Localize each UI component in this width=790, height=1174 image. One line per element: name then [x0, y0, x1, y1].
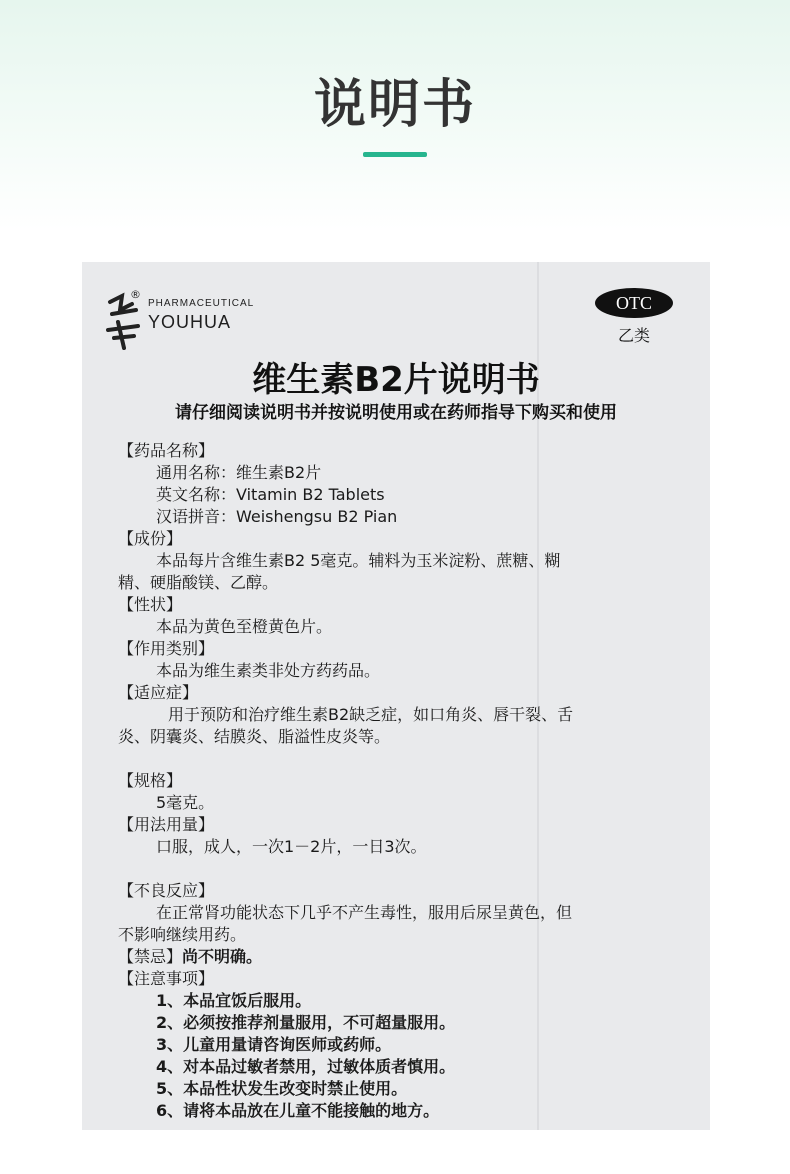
otc-class: 乙类: [618, 326, 651, 345]
spacer: [118, 858, 678, 880]
category-text: 本品为维生素类非处方药药品。: [156, 661, 381, 680]
english-name: 英文名称：Vitamin B2 Tablets: [156, 485, 385, 504]
indication-line-1: 用于预防和治疗维生素B2缺乏症，如口角炎、唇干裂、舌: [168, 705, 574, 724]
section-adverse-heading: 【不良反应】: [118, 881, 215, 900]
adverse-line-1: 在正常肾功能状态下几乎不产生毒性，服用后尿呈黄色，但: [156, 903, 573, 922]
note-item: 5、本品性状发生改变时禁止使用。: [156, 1079, 408, 1098]
leaflet-photo: [82, 262, 710, 1130]
section-composition-heading: 【成份】: [118, 529, 183, 548]
brand-name: YOUHUA: [148, 312, 232, 332]
generic-name: 通用名称：维生素B2片: [156, 463, 322, 482]
section-character-heading: 【性状】: [118, 595, 183, 614]
page-title: 说明书: [313, 75, 476, 135]
section-indication-heading: 【适应症】: [118, 683, 199, 702]
contra-text: 尚不明确。: [182, 947, 263, 966]
leaflet-title: 维生素B2片说明书: [252, 360, 540, 400]
leaflet-subtitle: 请仔细阅读说明书并按说明使用或在药师指导下购买和使用: [175, 403, 617, 423]
character-text: 本品为黄色至橙黄色片。: [156, 617, 333, 636]
contraindication-row: [118, 946, 678, 968]
pinyin-name: 汉语拼音：Weishengsu B2 Pian: [156, 507, 398, 526]
spec-text: 5毫克。: [156, 793, 215, 812]
section-spec-heading: 【规格】: [118, 771, 183, 790]
composition-line-1: 本品每片含维生素B2 5毫克。辅料为玉米淀粉、蔗糖、糊: [156, 551, 561, 570]
note-item: 1、本品宜饭后服用。: [156, 991, 312, 1010]
note-item: 2、必须按推荐剂量服用，不可超量服用。: [156, 1013, 456, 1032]
note-item: 4、对本品过敏者禁用，过敏体质者慎用。: [156, 1057, 456, 1076]
spacer: [118, 748, 678, 770]
usage-text: 口服，成人，一次1－2片，一日3次。: [156, 837, 427, 856]
composition-line-2: 精、硬脂酸镁、乙醇。: [118, 573, 279, 592]
youhua-logo-icon: [102, 292, 144, 352]
title-underline: [363, 152, 427, 157]
otc-badge: OTC: [595, 288, 673, 318]
leaflet-content: [118, 440, 678, 1122]
section-usage-heading: 【用法用量】: [118, 815, 215, 834]
header-banner: [0, 0, 790, 230]
section-name-heading: 【药品名称】: [118, 441, 215, 460]
brand-subtitle: PHARMACEUTICAL: [148, 298, 255, 309]
note-item: 6、请将本品放在儿童不能接触的地方。: [156, 1101, 440, 1120]
registered-mark: ®: [130, 288, 141, 301]
section-notes-heading: 【注意事项】: [118, 969, 215, 988]
adverse-line-2: 不影响继续用药。: [118, 925, 247, 944]
section-contra-heading: 【禁忌】: [118, 947, 183, 966]
indication-line-2: 炎、阴囊炎、结膜炎、脂溢性皮炎等。: [118, 727, 391, 746]
section-category-heading: 【作用类别】: [118, 639, 215, 658]
note-item: 3、儿童用量请咨询医师或药师。: [156, 1035, 392, 1054]
